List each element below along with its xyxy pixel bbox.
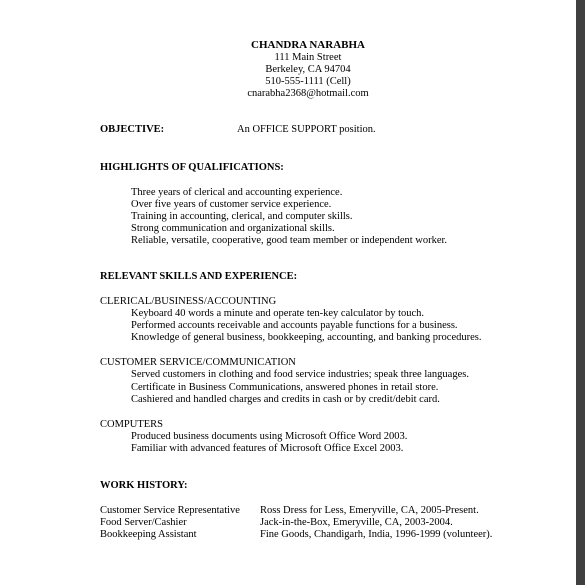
highlight-item: Three years of clerical and accounting experience.	[131, 187, 343, 198]
job-employer: Jack-in-the-Box, Emeryville, CA, 2003-2004.	[260, 517, 453, 528]
skills-item: Performed accounts receivable and accounts payable functions for a business.	[131, 320, 458, 331]
skills-item: Served customers in clothing and food service industries; speak three languages.	[131, 369, 469, 380]
skills-item: Familiar with advanced features of Microsoft Office Excel 2003.	[131, 443, 404, 454]
job-employer: Fine Goods, Chandigarh, India, 1996-1999 (volunteer).	[260, 529, 493, 540]
objective-text: An OFFICE SUPPORT position.	[237, 124, 376, 135]
highlight-item: Training in accounting, clerical, and computer skills.	[131, 211, 353, 222]
skills-heading: RELEVANT SKILLS AND EXPERIENCE:	[100, 271, 298, 282]
objective-heading: OBJECTIVE:	[100, 124, 165, 135]
candidate-name: CHANDRA NARABHA	[251, 39, 365, 51]
work-history-heading: WORK HISTORY:	[100, 480, 188, 491]
highlight-item: Over five years of customer service experience.	[131, 199, 332, 210]
address-street: 111 Main Street	[274, 52, 342, 63]
job-employer: Ross Dress for Less, Emeryville, CA, 2005-Present.	[260, 505, 479, 516]
phone-number: 510-555-1111 (Cell)	[265, 76, 351, 87]
highlights-heading: HIGHLIGHTS OF QUALIFICATIONS:	[100, 162, 284, 173]
skills-item: Knowledge of general business, bookkeeping, accounting, and banking procedures.	[131, 332, 482, 343]
email-address: cnarabha2368@hotmail.com	[247, 88, 369, 99]
highlight-item: Strong communication and organizational skills.	[131, 223, 335, 234]
job-title: Food Server/Cashier	[100, 517, 187, 528]
skills-item: Certificate in Business Communications, answered phones in retail store.	[131, 382, 439, 393]
skills-item: Cashiered and handled charges and credits in cash or by credit/debit card.	[131, 394, 440, 405]
skills-section-title: CLERICAL/BUSINESS/ACCOUNTING	[100, 296, 277, 307]
address-city: Berkeley, CA 94704	[265, 64, 351, 75]
skills-item: Keyboard 40 words a minute and operate ten-key calculator by touch.	[131, 308, 425, 319]
skills-section-title: COMPUTERS	[100, 419, 164, 430]
skills-section-title: CUSTOMER SERVICE/COMMUNICATION	[100, 357, 296, 368]
job-title: Customer Service Representative	[100, 505, 240, 516]
highlight-item: Reliable, versatile, cooperative, good team member or independent worker.	[131, 235, 448, 246]
job-title: Bookkeeping Assistant	[100, 529, 197, 540]
skills-item: Produced business documents using Microsoft Office Word 2003.	[131, 431, 408, 442]
